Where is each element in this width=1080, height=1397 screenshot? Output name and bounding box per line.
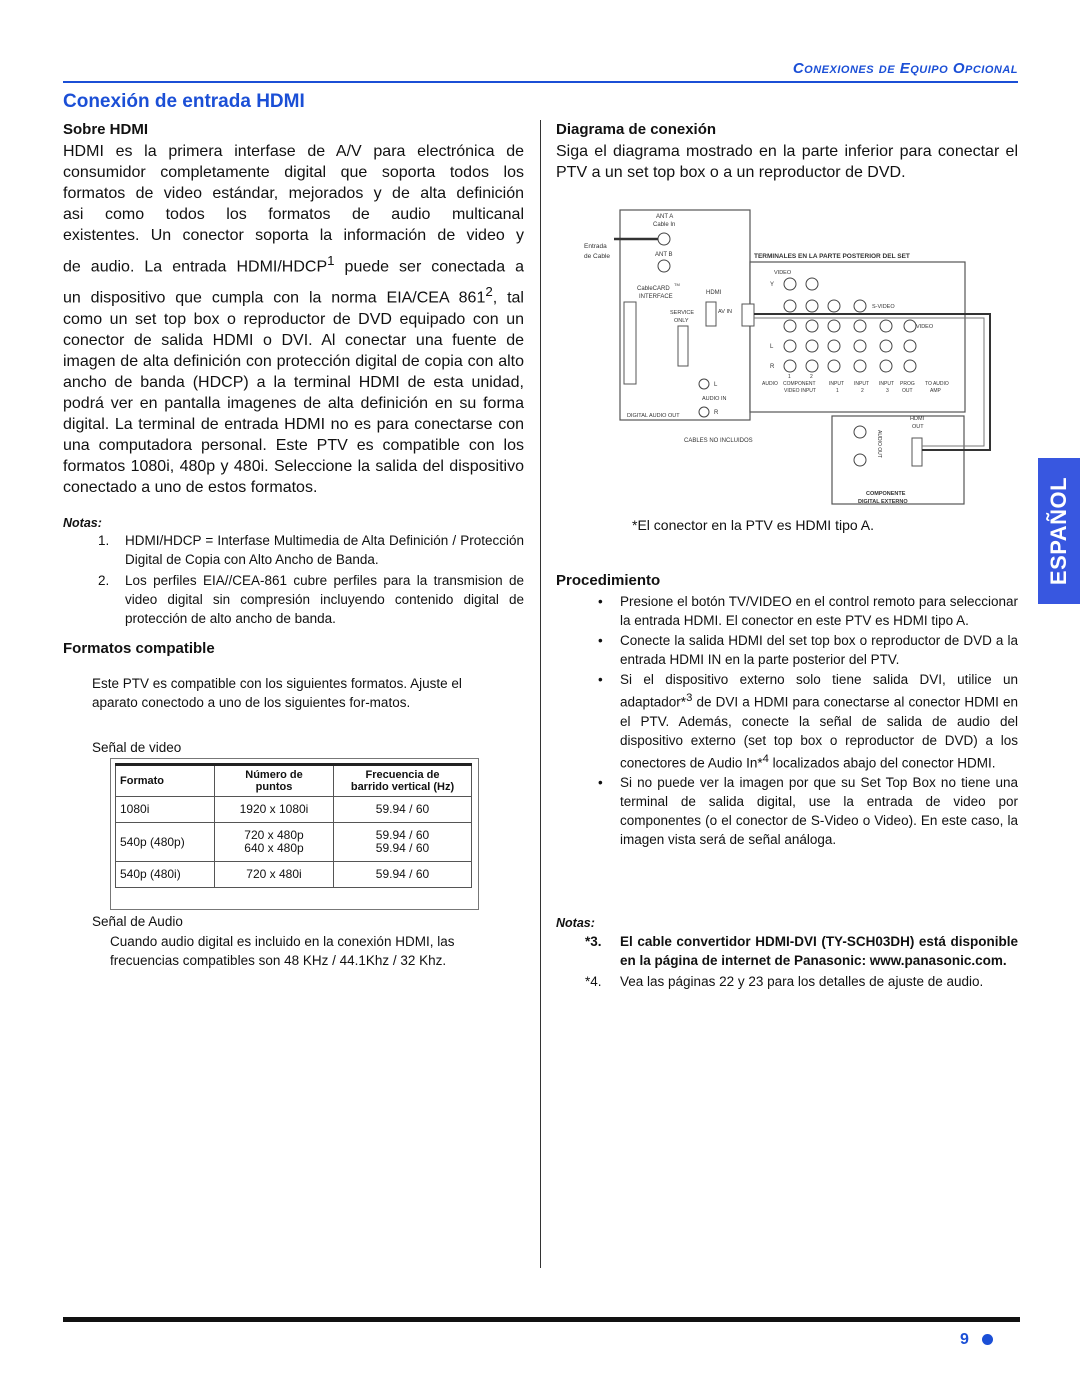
video-input-label: VIDEO INPUT <box>784 388 816 394</box>
header-rule <box>63 81 1018 83</box>
terminales-label: TERMINALES EN LA PARTE POSTERIOR DEL SET <box>754 253 910 260</box>
page-number: 9 <box>960 1331 969 1348</box>
cablecard-label: CableCARD <box>637 286 670 292</box>
diagrama-heading: Diagrama de conexión <box>556 121 717 138</box>
list-item: • Si no puede ver la imagen por que su Set Top Box no tiene una terminal de salida digital, use la entrada de video por componentes (o el conector de S-Video o Video). En este caso, la imagen vista será de señal análoga. <box>592 773 1018 849</box>
hdmi-out-out-label: OUT <box>912 424 924 430</box>
notas-label-left: Notas: <box>63 516 102 530</box>
l-audio-in-label: L <box>714 382 718 388</box>
input-1-label: 1 <box>836 388 839 394</box>
out-label: OUT <box>902 388 913 394</box>
de-cable-label: de Cable <box>584 253 611 260</box>
r-audio-in-label: R <box>714 410 719 416</box>
hdmi-out-label: HDMI <box>910 416 925 422</box>
sobre-line-7: un dispositivo que cumpla con la norma EIA/CEA $861^2$, tal <box>63 284 524 307</box>
audio-in-label: AUDIO IN <box>702 396 727 402</box>
input-3-label: 3 <box>886 388 889 394</box>
digital-audio-out-label: DIGITAL AUDIO OUT <box>627 413 680 419</box>
s-video-label: S-VIDEO <box>872 304 895 310</box>
notas-label-right: Notas: <box>556 916 595 930</box>
video-label: VIDEO <box>774 270 792 276</box>
table-header-row <box>116 765 472 797</box>
input-label-3: INPUT <box>879 381 894 387</box>
formats-table <box>115 763 472 888</box>
digital-externo-label: DIGITAL EXTERNO <box>858 499 908 505</box>
amp-label: AMP <box>930 388 941 394</box>
senal-audio-label: Señal de Audio <box>92 914 183 929</box>
entrada-label: Entrada <box>584 243 607 250</box>
componente-label: COMPONENTE <box>866 491 906 497</box>
av-in-jack <box>742 304 754 326</box>
list-item: • Conecte la salida HDMI del set top box o reproductor de DVD a la entrada HDMI IN en la parte posterior del PTV. <box>592 631 1018 669</box>
sobre-hdmi-text <box>63 141 524 498</box>
procedimiento-heading: Procedimiento <box>556 572 661 589</box>
cablecard-tm-label: TM <box>674 282 680 287</box>
formatos-heading: Formatos compatible <box>63 640 215 657</box>
page-title: Conexión de entrada HDMI <box>63 91 305 112</box>
language-tab-label: ESPAÑOL <box>1046 476 1071 586</box>
cable-in-label: Cable In <box>653 222 676 228</box>
sobre-rest: como un set top box o reproductor de DVD equipado con un conector de salida HDMI o DVI. Al conectar una fuente de imagen de alta definición con protección digital de copia con alto ancho de banda (HDCP) a la terminal HDMI de esta unidad, podrá ver en pantalla imagenes de alta definición en su forma digital. La terminal de entrada HDMI no es para conectarse con una computadora personal. Este PTV es compatible con los formatos 1080i, 480p y 480i. Seleccione la salida del dispositivo conectado a uno de estos formatos. <box>63 310 524 496</box>
label-2: 2 <box>810 374 813 380</box>
audio-label: AUDIO <box>762 381 778 387</box>
video-right-label: VIDEO <box>916 324 934 330</box>
col-formato: Formato <box>116 765 215 797</box>
notes-list-right <box>585 932 1018 993</box>
table-row: 1080i 1920 x 1080i 59.94 / 60 <box>116 797 472 823</box>
sobre-line-2: consumidor completamente digital que soporta todos los <box>63 164 524 181</box>
procedimiento-list <box>592 592 1018 850</box>
hdmi-label: HDMI <box>706 290 722 296</box>
formatos-text: Este PTV es compatible con los siguientes formatos. Ajuste el aparato conectodo a uno de los siguientes for-matos. <box>92 676 462 710</box>
sobre-line-1: HDMI es la primera interfase de A/V para electrónica de <box>63 143 524 160</box>
table-row: 540p (480p) 720 x 480p 640 x 480p 59.94 / 60 59.94 / 60 <box>116 823 472 862</box>
sobre-line-3: formatos de video estándar, mejorados y de alta definición <box>63 185 524 202</box>
list-item: • Presione el botón TV/VIDEO en el control remoto para seleccionar la entrada HDMI. El conector en este PTV es HDMI tipo A. <box>592 592 1018 630</box>
input-label-2: INPUT <box>854 381 869 387</box>
section-header: Conexiones de Equipo Opcional <box>792 60 1018 77</box>
audio-text: Cuando audio digital es incluido en la conexión HDMI, las frecuencias compatibles son 48 KHz / 44.1Khz / 32 Khz. <box>110 934 455 968</box>
diagrama-text: Siga el diagrama mostrado en la parte inferior para conectar el PTV a un set top box o a un reproductor de DVD. <box>556 143 1018 181</box>
sobre-hdmi-heading: Sobre HDMI <box>63 121 149 138</box>
to-audio-label: TO AUDIO <box>925 381 949 387</box>
service-label: SERVICE <box>670 310 695 316</box>
r-label: R <box>770 364 775 370</box>
notes-list-left <box>98 531 524 630</box>
col-puntos: Número de puntos <box>215 765 334 797</box>
note-4: *4. Vea las páginas 22 y 23 para los detalles de ajuste de audio. <box>585 974 984 989</box>
av-in-label: AV IN <box>718 309 732 315</box>
conector-note: *El conector en la PTV es HDMI tipo A. <box>632 517 874 533</box>
prog-label: PROG <box>900 381 915 387</box>
sobre-line-6: de audio. La entrada HDMI/HDCP$^1$ puede ser conectada a <box>63 253 524 276</box>
list-item: • Si el dispositivo externo solo tiene salida DVI, utilice un adaptador*$^3$ de DVI a HDMI para conectarse al conector HDMI en el PTV. Además, conecte la señal de salida de audio del dispositivo externo (set top box o reproductor de DVD) a los conectores de Audio In*$^4$ localizados abajo del conector HDMI. <box>592 670 1018 772</box>
ant-a-label: ANT A <box>656 214 674 220</box>
language-side-tab <box>1038 458 1080 604</box>
note-1: 1. HDMI/HDCP = Interfase Multimedia de Alta Definición / Protección Digital de Copia con Alto Ancho de Banda. <box>98 533 524 567</box>
label-1: 1 <box>788 374 791 380</box>
sobre-line-4: asi como todos los formatos de audio multicanal <box>63 206 524 223</box>
note-3: *3. El cable convertidor HDMI-DVI (TY-SCH03DH) está disponible en la página de internet de Panasonic: www.panasonic.com. <box>585 934 1018 968</box>
table-row: 540p (480i) 720 x 480i 59.94 / 60 <box>116 862 472 888</box>
interface-label: INTERFACE <box>639 294 673 300</box>
input-2-label: 2 <box>861 388 864 394</box>
cables-label: CABLES NO INCLUIDOS <box>684 438 753 444</box>
y-label: Y <box>770 282 775 288</box>
column-divider <box>540 120 541 1268</box>
sobre-line-5: existentes. Un conector soporta la información de video y <box>63 227 524 244</box>
col-frecuencia: Frecuencia de barrido vertical (Hz) <box>334 765 472 797</box>
ant-b-label: ANT B <box>655 252 673 258</box>
note-2: 2. Los perfiles EIA//CEA-861 cubre perfiles para la transmision de video digital sin compresión incluyendo contenido digital de protección de alto ancho de banda. <box>98 573 524 626</box>
l-label: L <box>770 344 774 350</box>
formats-table-frame <box>110 758 479 910</box>
senal-video-label: Señal de video <box>92 740 182 755</box>
audio-out-label: AUDIO OUT <box>876 430 882 458</box>
input-label-1: INPUT <box>829 381 844 387</box>
page-number-dot-icon <box>982 1334 993 1345</box>
connection-diagram <box>560 206 1000 512</box>
footer-rule <box>63 1317 1020 1322</box>
component-label: COMPONENT <box>783 381 816 387</box>
only-label: ONLY <box>674 318 689 324</box>
